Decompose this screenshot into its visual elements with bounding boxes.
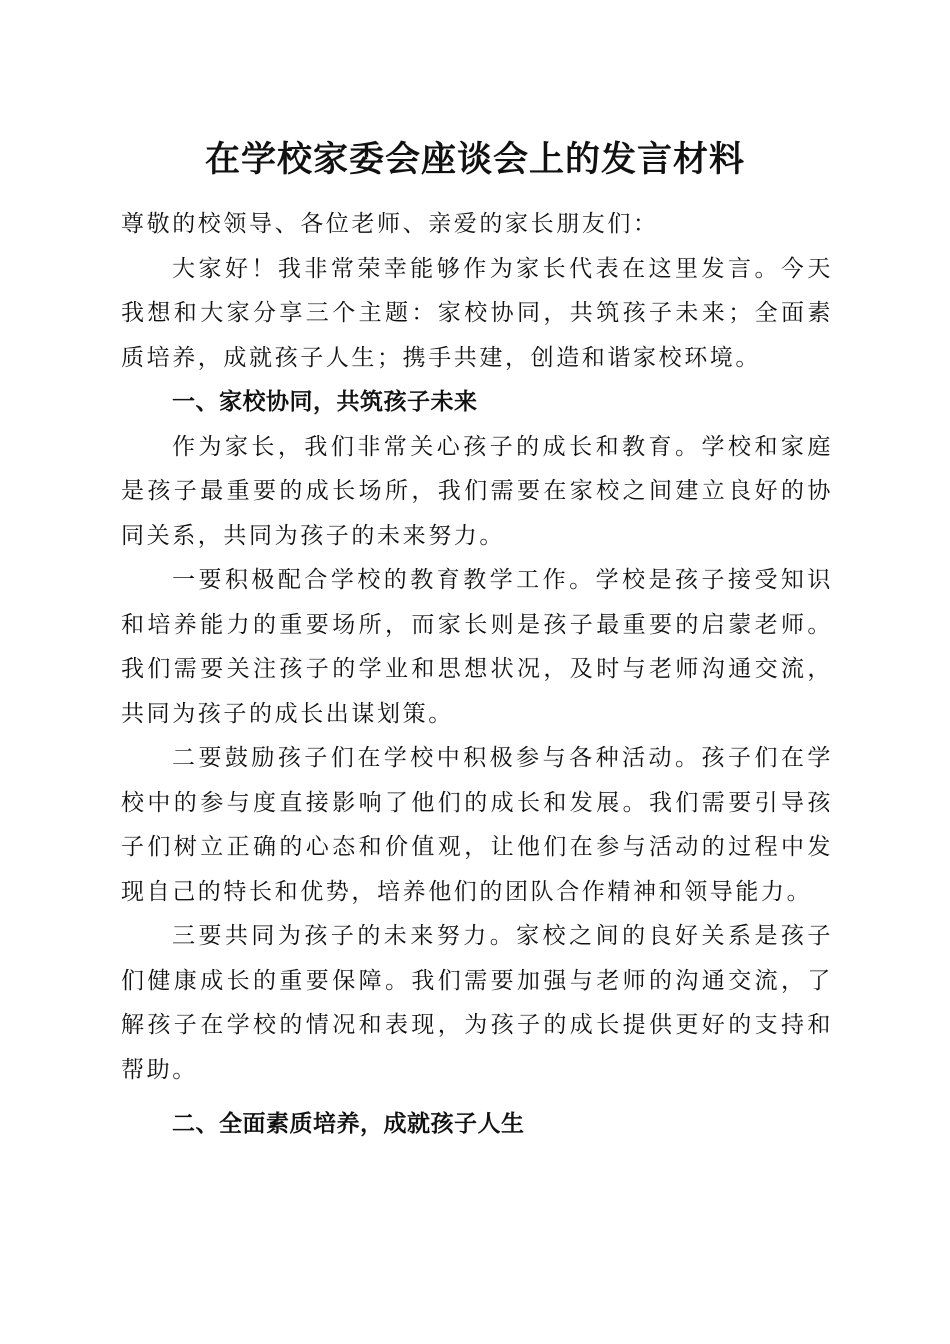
section-heading-1: 一、家校协同，共筑孩子未来	[172, 389, 478, 415]
document-body	[121, 202, 833, 1147]
document-title: 在学校家委会座谈会上的发言材料	[204, 139, 745, 180]
paragraph: 二要鼓励孩子们在学校中积极参与各种活动。孩子们在学校中的参与度直接影响了他们的成长和发展。我们需要引导孩子们树立正确的心态和价值观，让他们在参与活动的过程中发现自己的特长和优势，培养他们的团队合作精神和领导能力。	[121, 745, 833, 905]
paragraph: 一要积极配合学校的教育教学工作。学校是孩子接受知识和培养能力的重要场所，而家长则是孩子最重要的启蒙老师。我们需要关注孩子的学业和思想状况，及时与老师沟通交流，共同为孩子的成长出谋划策。	[121, 567, 833, 727]
salutation: 尊敬的校领导、各位老师、亲爱的家长朋友们：	[121, 211, 659, 237]
paragraph: 作为家长，我们非常关心孩子的成长和教育。学校和家庭是孩子最重要的成长场所，我们需要在家校之间建立良好的协同关系，共同为孩子的未来努力。	[121, 433, 833, 549]
paragraph: 三要共同为孩子的未来努力。家校之间的良好关系是孩子们健康成长的重要保障。我们需要加强与老师的沟通交流，了解孩子在学校的情况和表现，为孩子的成长提供更好的支持和帮助。	[121, 923, 833, 1083]
section-heading-2: 二、全面素质培养，成就孩子人生	[172, 1111, 525, 1137]
intro-paragraph: 大家好！我非常荣幸能够作为家长代表在这里发言。今天我想和大家分享三个主题：家校协同，共筑孩子未来；全面素质培养，成就孩子人生；携手共建，创造和谐家校环境。	[121, 255, 833, 371]
